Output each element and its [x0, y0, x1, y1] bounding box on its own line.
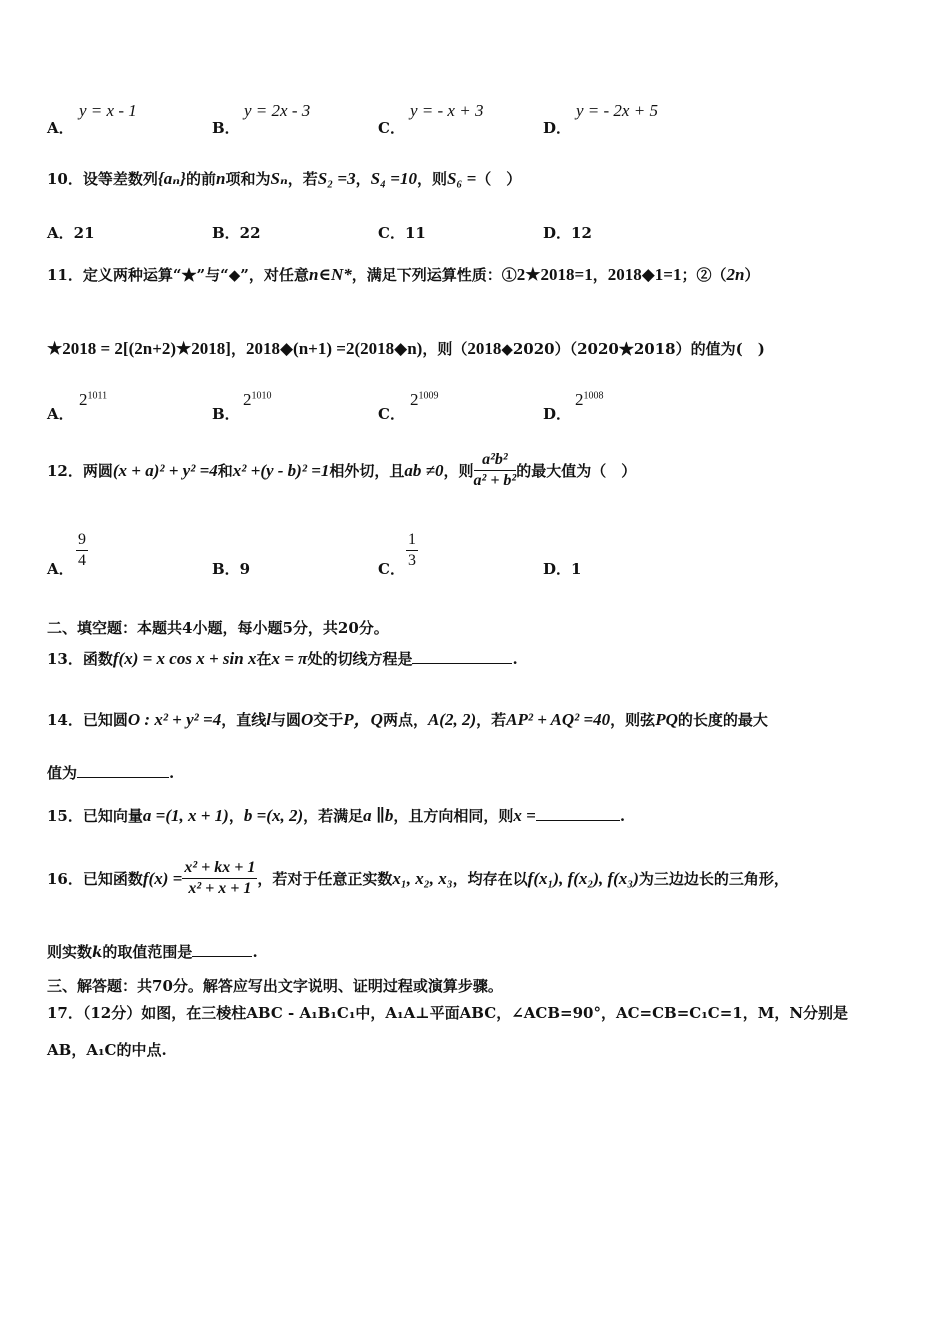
q11-b-base: 2 [243, 390, 252, 409]
q9-option-a-math: y = x - 1 [79, 101, 137, 120]
q11-text2: ，满足下列运算性质：① [351, 266, 517, 284]
q12-text1: 两圆 [82, 462, 113, 480]
q11-text3: ；②（ [681, 266, 727, 284]
q11-p1: 2★2018=1 [516, 265, 593, 284]
q12-text5: 的最大值为（ ） [516, 462, 637, 480]
q12-circle1: (x + a)² + y² =4 [112, 460, 218, 480]
q10-s2: S₂ =3 [317, 169, 356, 188]
question-16-line2 [47, 941, 258, 962]
q10-option-c: C．11 [378, 224, 426, 242]
q11-line2-f: ◆2020）（2020★2018）的值为( ) [501, 340, 765, 358]
q10-n: n [216, 169, 226, 188]
q15-number: 15． [47, 807, 83, 825]
q13-text2: 在 [256, 650, 272, 668]
q11-p2: 2018◆1=1 [607, 265, 682, 284]
question-15 [47, 805, 625, 826]
q16-fraction [182, 858, 257, 899]
q13-answer-blank[interactable] [412, 649, 512, 664]
q11-comma: ， [592, 266, 608, 284]
q16-line2a: 则实数 [47, 943, 93, 961]
question-10 [47, 168, 521, 189]
q11-text1: 定义两种运算“★”与“◆”，对任意 [82, 266, 309, 284]
q15-par: a ∥b [363, 806, 394, 825]
q9-option-c-math: y = - x + 3 [410, 101, 484, 120]
q12-option-c-label: C． [378, 560, 405, 578]
q14-text1: 已知圆 [82, 711, 128, 729]
q14-text3: 与圆 [270, 711, 301, 729]
q12-text4: ，则 [443, 462, 474, 480]
question-11-line2 [47, 338, 765, 359]
q17-number: 17． [47, 1004, 83, 1022]
q12-c-num: 1 [406, 530, 418, 551]
q16-text4: 为三边边长的三角形， [638, 870, 789, 888]
q11-d-exp: 1008 [583, 390, 604, 402]
q10-option-a: A．21 [47, 224, 95, 242]
q11-p3a: 2n [726, 265, 745, 284]
q11-option-a-math [79, 390, 107, 410]
q16-text2: ，若对于任意正实数 [257, 870, 393, 888]
q16-fx: f(x) = [142, 868, 183, 888]
question-12 [47, 450, 636, 491]
q17-line1: （12分）如图，在三棱柱ABC - A₁B₁C₁中，A₁A⊥平面ABC，∠ACB=90°，AC=CB=C₁C=1，M，N分别是 [82, 1004, 849, 1022]
q14-text5: 两点， [382, 711, 428, 729]
q9-option-b-label: B． [212, 119, 240, 137]
q14-o: O [300, 710, 314, 729]
q13-end: . [512, 650, 518, 668]
q10-s4: S₄ =10 [370, 169, 417, 188]
q11-number: 11． [47, 266, 83, 284]
q16-text1: 已知函数 [82, 870, 143, 888]
q10-number: 10． [47, 170, 83, 188]
q14-text4: 交于 [313, 711, 344, 729]
q10-option-d: D．12 [543, 224, 592, 242]
q12-frac-den: a² + b² [473, 472, 517, 489]
q9-option-b-math: y = 2x - 3 [244, 101, 311, 120]
q11-option-b-label: B． [212, 405, 240, 423]
q11-option-d-label: D． [543, 405, 572, 423]
q11-cond: n∈N* [308, 265, 352, 284]
q14-l: l [266, 710, 271, 729]
q12-circle2: x² +(y - b)² =1 [232, 460, 330, 480]
q14-number: 14． [47, 711, 83, 729]
q14-text7: ，则弦 [610, 711, 656, 729]
q16-xs: x₁, x₂, x₃ [392, 868, 453, 888]
q16-answer-blank[interactable] [192, 942, 252, 957]
q12-option-b: B．9 [212, 560, 251, 578]
q12-option-c-frac [406, 530, 418, 571]
q11-option-d-math [575, 390, 604, 410]
q14-line2: 值为 [47, 764, 78, 782]
q16-end: . [252, 943, 258, 961]
q11-b-exp: 1010 [251, 390, 272, 402]
q13-point: x = π [271, 649, 308, 668]
q12-option-d: D．1 [543, 560, 582, 578]
q14-a: A(2, 2) [427, 710, 477, 729]
q11-text4: ） [744, 266, 760, 284]
q12-c-den: 3 [408, 552, 416, 569]
q15-va: a =(1, x + 1) [142, 806, 229, 825]
q11-option-c-label: C． [378, 405, 405, 423]
q12-fraction [474, 450, 517, 491]
question-17-line1 [47, 1002, 848, 1023]
q14-end: . [169, 764, 175, 782]
q16-fs: f(x₁), f(x₂), f(x₃) [527, 868, 639, 888]
question-14-line1 [47, 705, 768, 730]
q14-text8: 的长度的最大 [677, 711, 768, 729]
q13-text1: 函数 [82, 650, 113, 668]
q10-s6: S₆ = [446, 169, 477, 188]
q10-text3: 项和为 [225, 170, 271, 188]
q16-num: x² + kx + 1 [182, 858, 257, 879]
q16-text3: ，均存在以 [452, 870, 528, 888]
q13-text3: 处的切线方程是 [307, 650, 413, 668]
q12-option-a-frac [76, 530, 88, 571]
q15-answer-blank[interactable] [536, 806, 620, 821]
q14-cond: AP² + AQ² =40 [506, 710, 611, 729]
q12-text2: 和 [217, 462, 233, 480]
q11-option-b-math [243, 390, 272, 410]
q12-number: 12． [47, 462, 83, 480]
q15-x: x = [513, 806, 536, 825]
q10-text2: 的前 [186, 170, 217, 188]
q14-chord: PQ [655, 710, 678, 729]
section-3-title: 三、解答题：共70分。解答应写出文字说明、证明过程或演算步骤。 [47, 977, 503, 995]
q11-d-base: 2 [575, 390, 584, 409]
q10-sn: Sₙ [270, 169, 288, 188]
question-17-line2: AB，A₁C的中点. [47, 1041, 167, 1059]
q10-text4: ，若 [287, 170, 318, 188]
q13-number: 13． [47, 650, 83, 668]
q15-text1: 已知向量 [82, 807, 143, 825]
q11-line2-b: ， [230, 340, 246, 358]
question-13 [47, 648, 518, 669]
q10-seq: {aₙ} [157, 169, 187, 188]
q11-line2-a: ★2018 = 2[(2n+2)★2018] [47, 339, 231, 358]
q12-cond: ab ≠0 [404, 460, 444, 480]
q11-option-a-label: A． [47, 405, 74, 423]
q12-a-den: 4 [78, 552, 86, 569]
q9-option-d-label: D． [543, 119, 572, 137]
q9-option-c-label: C． [378, 119, 405, 137]
q10-text1: 设等差数列 [82, 170, 158, 188]
q14-circle: O : x² + y² =4 [127, 710, 222, 729]
q15-vb: b =(x, 2) [243, 806, 304, 825]
q10-text5: ，则 [416, 170, 447, 188]
q11-line2-c: 2018◆(n+1) =2(2018◆n) [245, 339, 423, 358]
q16-number: 16． [47, 870, 83, 888]
q16-line2b: 的取值范围是 [102, 943, 193, 961]
section-2-title: 二、填空题：本题共4小题，每小题5分，共20分。 [47, 619, 389, 637]
q12-option-a-label: A． [47, 560, 74, 578]
q11-line2-d: ，则（ [422, 340, 468, 358]
q12-a-num: 9 [76, 530, 88, 551]
q10-sep: ， [355, 170, 371, 188]
q14-text6: ，若 [476, 711, 507, 729]
q10-option-b: B．22 [212, 224, 261, 242]
q11-option-c-math [410, 390, 439, 410]
question-16-line1 [47, 858, 789, 899]
q11-line2-e: 2018 [467, 339, 502, 358]
q15-text3: ，且方向相同，则 [393, 807, 514, 825]
q16-k: k [92, 943, 103, 961]
q14-pq: P，Q [343, 710, 383, 729]
q15-comma: ， [228, 807, 244, 825]
q11-a-exp: 1011 [87, 390, 108, 402]
q16-den: x² + x + 1 [188, 880, 252, 897]
q13-func: f(x) = x cos x + sin x [112, 649, 257, 668]
q11-a-base: 2 [79, 390, 88, 409]
q15-text2: ，若满足 [303, 807, 364, 825]
q14-text2: ，直线 [221, 711, 267, 729]
q11-c-base: 2 [410, 390, 419, 409]
q14-answer-blank[interactable] [77, 763, 169, 778]
question-14-line2 [47, 762, 174, 783]
q9-option-d-math: y = - 2x + 5 [576, 101, 658, 120]
question-11-line1 [47, 264, 760, 285]
q12-text3: 相外切，且 [329, 462, 405, 480]
q11-c-exp: 1009 [418, 390, 439, 402]
q9-option-a-label: A． [47, 119, 74, 137]
q10-paren: （ ） [476, 170, 522, 188]
q12-frac-num: a²b² [474, 450, 517, 471]
q15-end: . [619, 807, 626, 825]
